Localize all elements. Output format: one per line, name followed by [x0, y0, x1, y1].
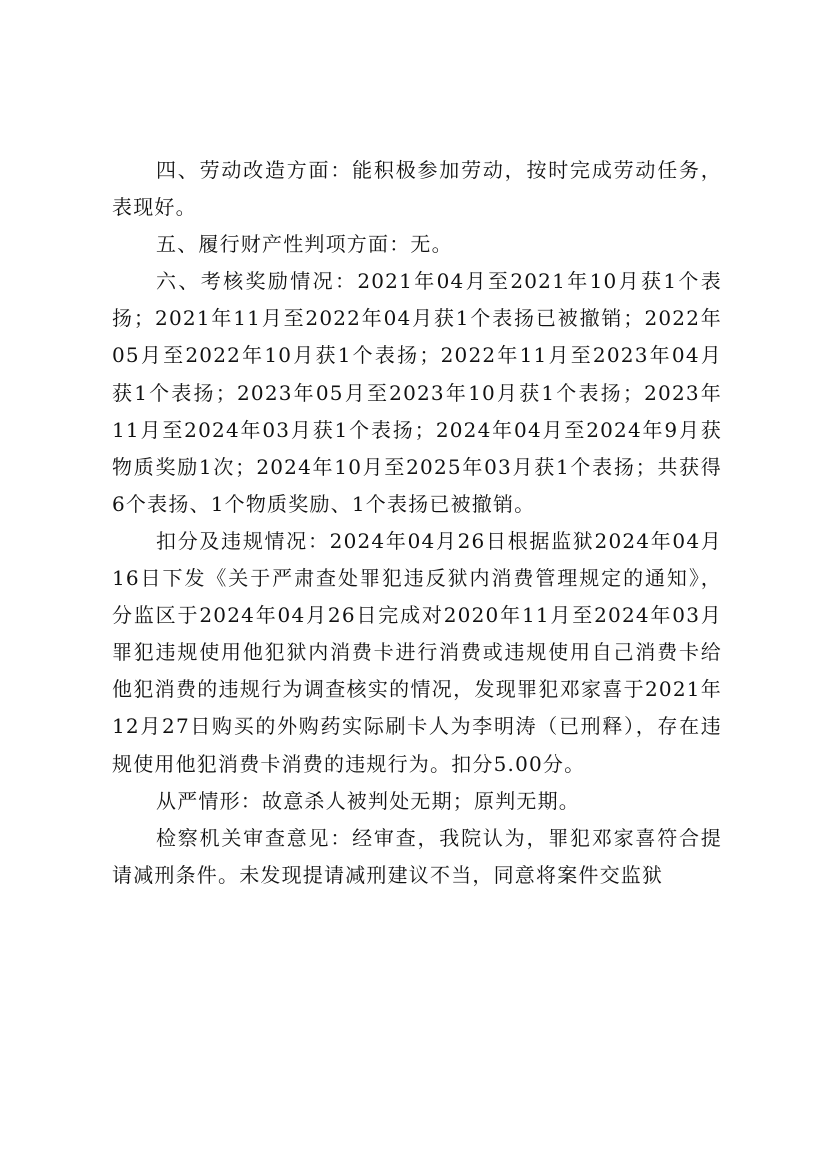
paragraph-procuratorate-opinion: 检察机关审查意见：经审查，我院认为，罪犯邓家喜符合提请减刑条件。未发现提请减刑建议不当，同意将案件交监狱 [112, 825, 722, 887]
paragraph-labor-reform: 四、劳动改造方面：能积极参加劳动，按时完成劳动任务，表现好。 [112, 158, 722, 220]
paragraph-deductions-violations: 扣分及违规情况：2024年04月26日根据监狱2024年04月16日下发《关于严肃查处罪犯违反狱内消费管理规定的通知》，分监区于2024年04月26日完成对2020年11月至2024年03月罪犯违规使用他犯狱内消费卡进行消费或违规使用自己消费卡给他犯消费的违规行为调查核实的情况，发现罪犯邓家喜于2021年12月27日购买的外购药实际刷卡人为李明涛（已刑释），存在违规使用他犯消费卡消费的违规行为。扣分5.00分。 [112, 528, 722, 776]
paragraph-strict-circumstances: 从严情形：故意杀人被判处无期；原判无期。 [156, 788, 580, 813]
paragraph-rewards: 六、考核奖励情况：2021年04月至2021年10月获1个表扬；2021年11月至2022年04月获1个表扬已被撤销；2022年05月至2022年10月获1个表扬；2022年11月至2023年04月获1个表扬；2023年05月至2023年10月获1个表扬；2023年11月至2024年03月获1个表扬；2024年04月至2024年9月获物质奖励1次；2024年10月至2025年03月获1个表扬；共获得6个表扬、1个物质奖励、1个表扬已被撤销。 [112, 269, 722, 516]
document-body [112, 152, 722, 894]
paragraph-property-judgment: 五、履行财产性判项方面：无。 [156, 232, 453, 257]
